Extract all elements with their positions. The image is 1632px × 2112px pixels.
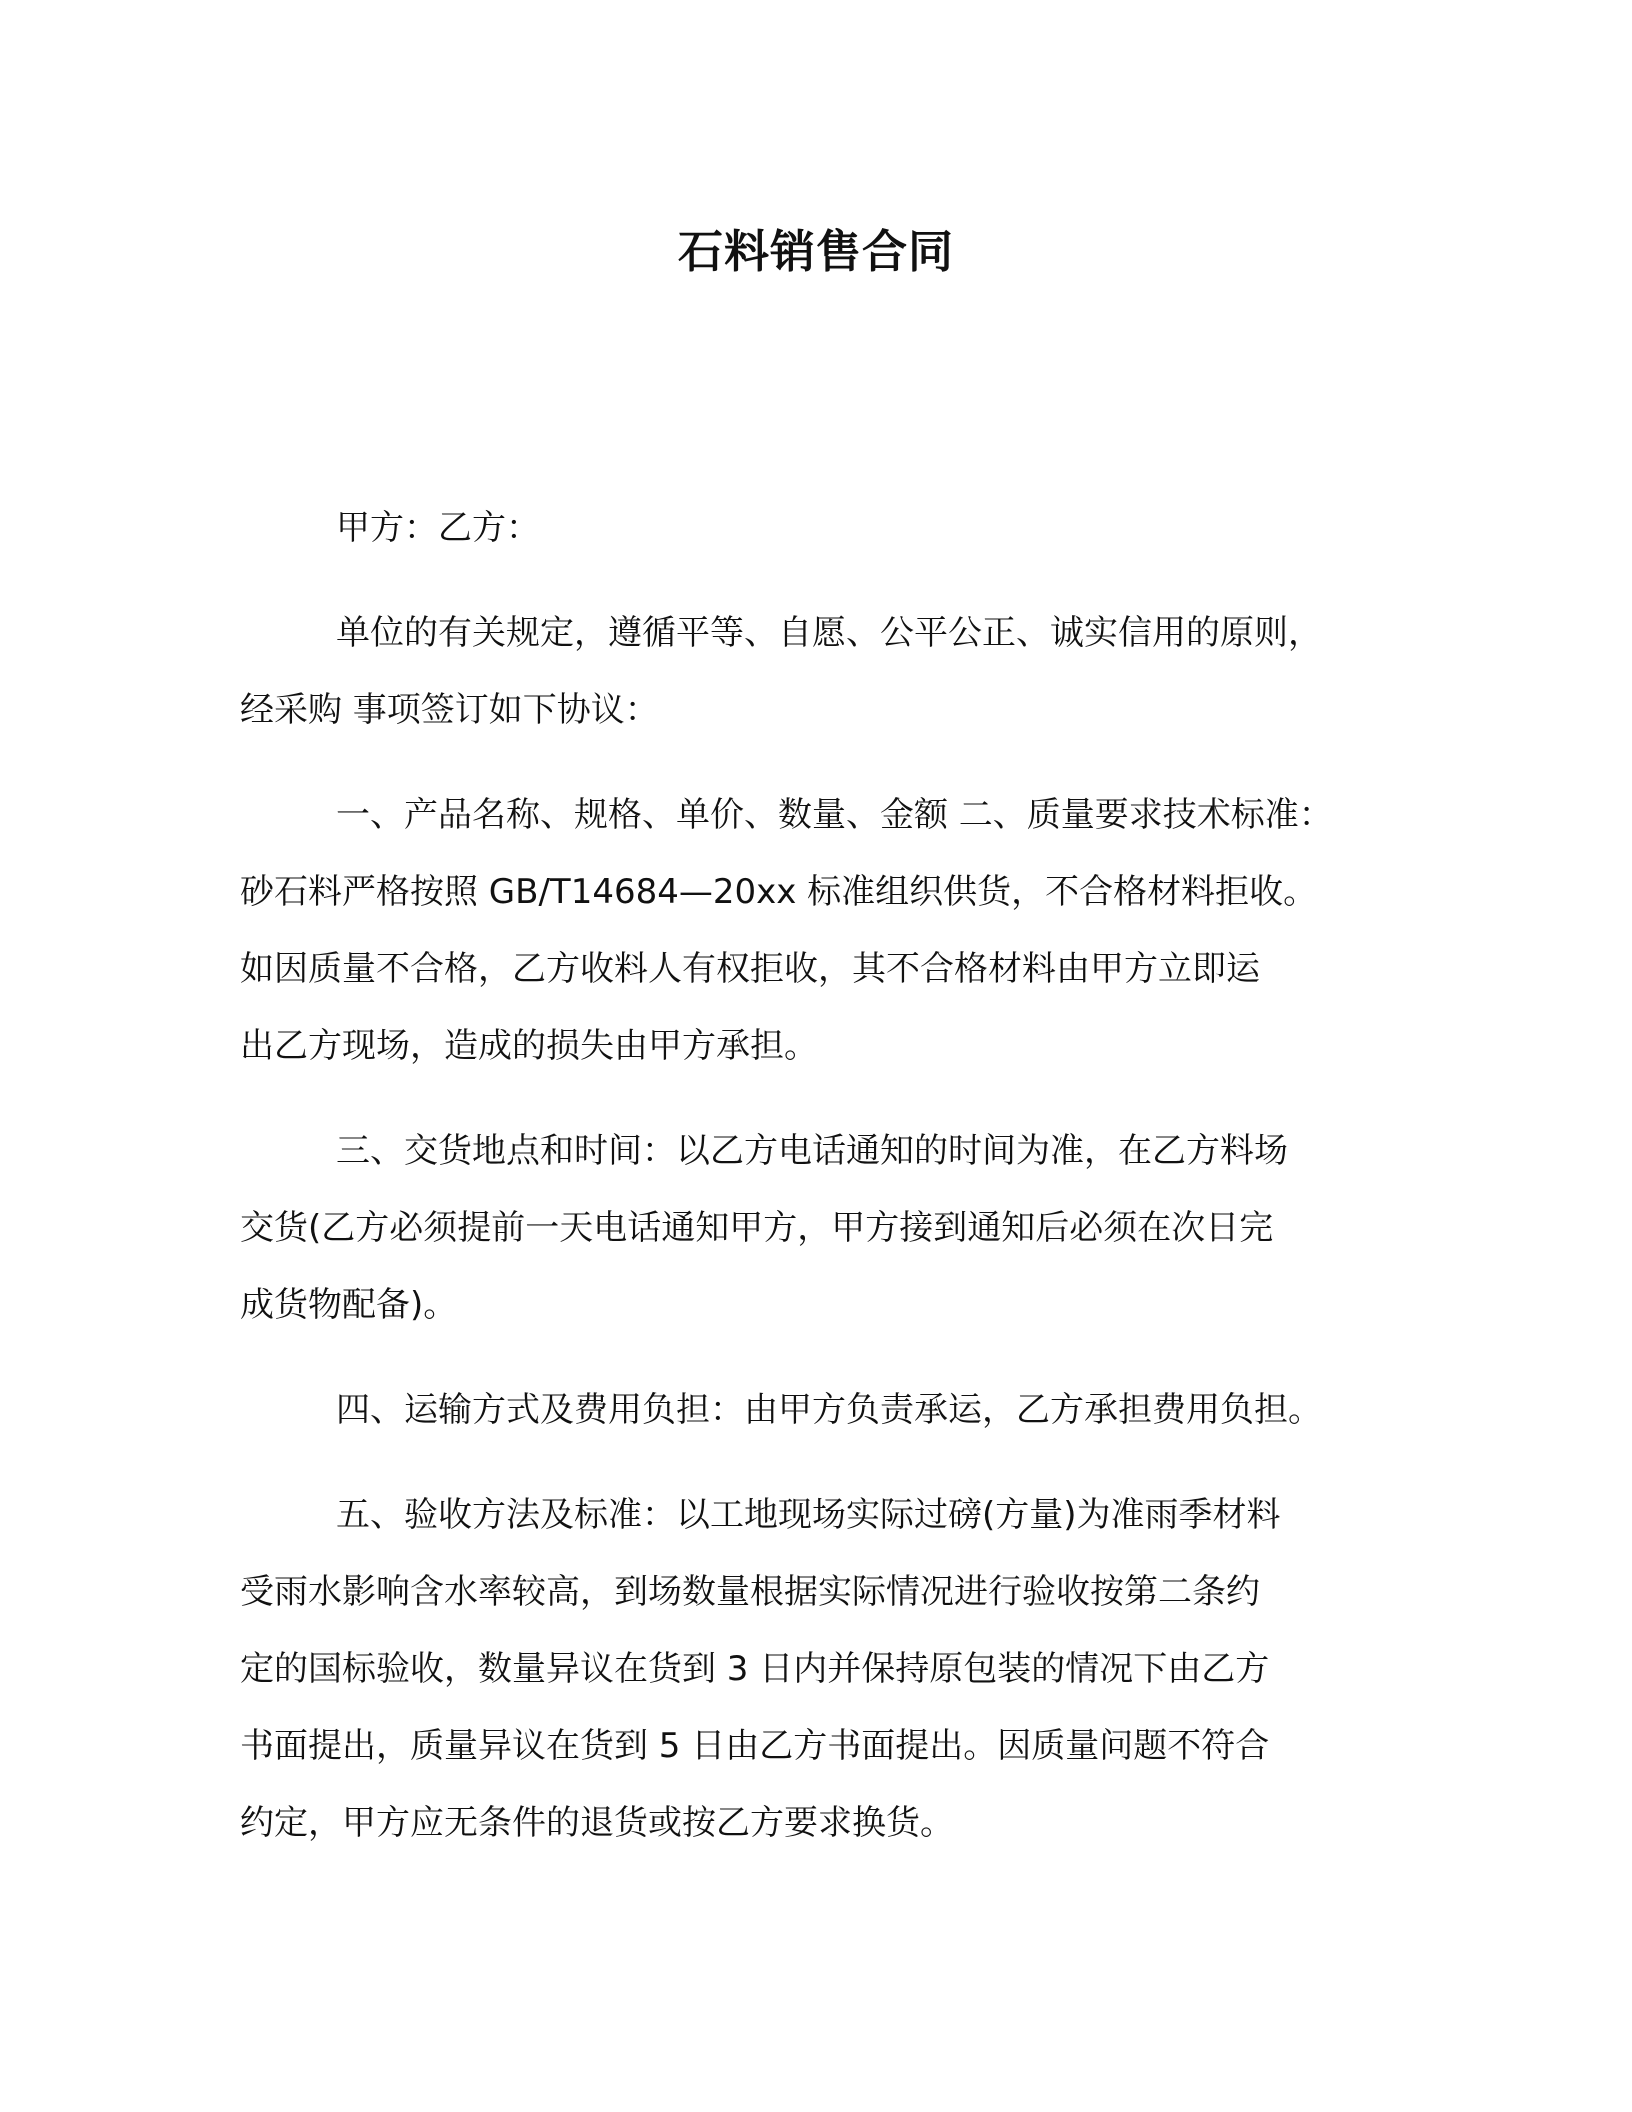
clause-5-line-4: 书面提出，质量异议在货到 5 日由乙方书面提出。因质量问题不符合 <box>240 1726 1270 1766</box>
parties-paragraph <box>240 490 1410 567</box>
clause-1-2-paragraph <box>240 777 1410 1085</box>
clause-3-line-3: 成货物配备)。 <box>240 1285 458 1325</box>
parties-line: 甲方：乙方： <box>336 508 540 548</box>
clause-3-line-1: 三、交货地点和时间：以乙方电话通知的时间为准，在乙方料场 <box>336 1131 1288 1171</box>
clause-5-line-3: 定的国标验收，数量异议在货到 3 日内并保持原包装的情况下由乙方 <box>240 1649 1270 1689</box>
document-title: 石料销售合同 <box>677 225 954 278</box>
clause-4-paragraph <box>240 1372 1410 1449</box>
intro-paragraph <box>240 595 1410 749</box>
document-body <box>240 490 1410 1862</box>
clause-5-line-5: 约定，甲方应无条件的退货或按乙方要求换货。 <box>240 1803 954 1843</box>
intro-line-2: 经采购 事项签订如下协议： <box>240 690 659 730</box>
clause-3-line-2: 交货(乙方必须提前一天电话通知甲方，甲方接到通知后必须在次日完 <box>240 1208 1274 1248</box>
clause-5-paragraph <box>240 1477 1410 1862</box>
clause-3-paragraph <box>240 1113 1410 1344</box>
clause-1-2-line-1: 一、产品名称、规格、单价、数量、金额 二、质量要求技术标准： <box>336 795 1333 835</box>
clause-1-2-line-2: 砂石料严格按照 GB/T14684—20xx 标准组织供货，不合格材料拒收。 <box>240 872 1318 912</box>
clause-5-line-1: 五、验收方法及标准：以工地现场实际过磅(方量)为准雨季材料 <box>336 1495 1281 1535</box>
intro-line-1: 单位的有关规定，遵循平等、自愿、公平公正、诚实信用的原则， <box>336 613 1322 653</box>
clause-4-line-1: 四、运输方式及费用负担：由甲方负责承运，乙方承担费用负担。 <box>336 1390 1322 1430</box>
clause-1-2-line-3: 如因质量不合格，乙方收料人有权拒收，其不合格材料由甲方立即运 <box>240 949 1260 989</box>
clause-1-2-line-4: 出乙方现场，造成的损失由甲方承担。 <box>240 1026 818 1066</box>
clause-5-line-2: 受雨水影响含水率较高，到场数量根据实际情况进行验收按第二条约 <box>240 1572 1260 1612</box>
